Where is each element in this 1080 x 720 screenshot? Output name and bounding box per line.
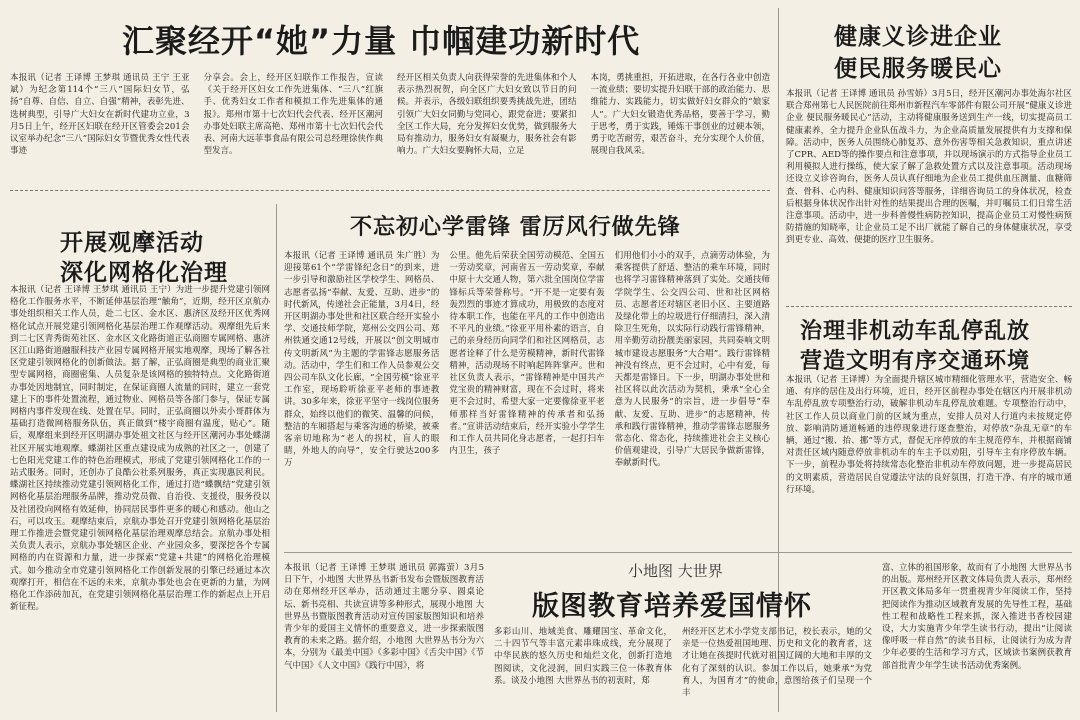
- article-women: [10, 8, 770, 190]
- body-grid: [10, 284, 270, 710]
- leifeng-col-2: 公里。他先后荣获全国劳动模范、全国五一劳动奖章，河南省五一劳动奖章，奉献中原十大交通人物，第六批全国岗位学雷锋标兵等荣誉称号。“开不是一定要有轰轰烈烈的事迹才算成功，用极致的态度对待本职工作，也能在平凡的工作中创造出不平凡的业绩。”徐亚平用朴素的语言，自己的亲身经历向同学们和社区网格员，志愿者诠释了什么是劳模精神，新时代雷锋精神，活动现场不时响起阵阵掌声。世和社区负责人表示，“雷锋精神是中国共产党宝贵的精神财富，现在不会过时，将来更不会过时，希望大家一定要像徐亚平老师那样当好雷锋精神的传承者和弘扬者。”宣讲活动结束后，经开实验小学学生和工作人员共同化身志愿者，一起打扫车内卫生，孩子: [449, 251, 605, 457]
- women-col-4: 本岗，勇挑重担，开拓进取，在各行各业中创造一流业绩；要切实提升妇联干部的政治能力、思维能力、实践能力，切实做好妇女群众的“娘家人”。广大妇女锻造优秀品格，要善于学习，勤于思考，勇于实践，锤炼干事创业的过硬本领，勇于吃苦耐劳，艰苦奋斗，充分实现个人价值，展现自我风采。: [590, 73, 770, 157]
- divider-map-top: [284, 552, 1072, 553]
- article-health: [786, 8, 1072, 304]
- headline-map: 版图教育培养爱国情怀: [532, 591, 812, 622]
- map-col-4: 富、立体的祖国形象，故而有了小地图 大世界丛书的出版。郑州经开区教文体局负责人表示，郑州经开区教文体局多年一贯重视青少年阅读工作，坚持把阅读作为推动区域教育发展的先导性工程，基础性工程和战略性工程来抓，深入推进书香校园建设，大力实施青少年学生读书行动，提出“让阅读像呼吸一样自然”的读书目标，让阅读行为成为青少年必要的生活和学习方式，区域读书案例获教育部首批青少年学生读书活动优秀案例。: [882, 563, 1072, 671]
- body-leifeng: [284, 250, 770, 546]
- divider-health-bottom: [786, 306, 1072, 307]
- article-map: [284, 556, 1072, 712]
- headline-women: 汇聚经开“她”力量 巾帼建功新时代: [122, 22, 641, 60]
- women-col-3: 经开区相关负责人向获得荣誉的先进集体和个人表示热烈祝贺，向全区广大妇女致以节日的问候。并表示，各级妇联组织要秀挑战先进，团结引领广大妇女同勤与党同心，跟党奋进；要紧扣全区工作大局，充分发挥妇女优势，做到服务大局有推动力，服务妇女有凝聚力，服务社会有影响力。广大妇女要胸怀大局，立足: [397, 73, 577, 157]
- article-grid: [10, 214, 270, 712]
- headline-traffic-line1: 治理非机动车乱停乱放: [800, 319, 1031, 344]
- headline-grid-line2: 深化网格化治理: [60, 260, 228, 286]
- leifeng-col-1: 本报讯（记者 王译博 通讯员 朱广胜）为迎接第61个“学雷锋纪念日”的到来，进一步引导和激励社区学校学生、网格员、志愿者弘扬“奉献、友爱、互助、进步”的时代新风，传递社会正能量，3月4日，经开区明湖办事处世和社区联合经开实验小学、交通技师学院，郑州公交四公司、郑州铁通交通12号线，开展以“创文明城市 传文明新风”为主题的学雷锋志愿服务活动。活动中，学生们和工作人员参观公交四公司车队文化长廊，“全国劳模”徐亚平工作室，现场聆听徐亚平老师的事迹教讲。30多年来，徐亚平坚守一线岗位服务群众，始终以他们的微笑、温馨的问候，整洁的车厢搭起与乘客沟通的桥梁，被乘客亲切地称为“老人的拐杖，盲人的眼睛，外地人的向导”，安全行驶达200多万: [284, 251, 440, 469]
- women-col-2: 分享会。会上，经开区妇联作工作报告，宣读《关于经开区妇女工作先进集体、“三八”红旗手、优秀妇女工作者和模拟工作先进集体的通报》。郑州市第十七次妇代会代表、经开区潮河办事处妇联主席高艳、郑州市第十七次妇代会代表、河南大远菲事食品有限公司总经理徐侠作典型发言。: [203, 73, 383, 157]
- divider-women-bottom: [10, 190, 770, 191]
- headline-traffic-line2: 营造文明有序交通环境: [800, 349, 1031, 374]
- map-col-2: 多彩山川、地域美食、雕耀国宝、革命文化，二十四节气等丰富元素串珠成线，充分展现了中华民族的悠久历史和灿烂文化，创新打造地图阅读，文化浸润，回归实践三位一体教育体系。谈及小地图 大世界丛书的初衷时，郑: [494, 627, 672, 686]
- headline-leifeng: 不忘初心学雷锋 雷厉风行做先锋: [350, 215, 681, 240]
- headline-health-line2: 便民服务暖民心: [834, 56, 1002, 82]
- body-traffic: [786, 374, 1072, 546]
- body-health: [786, 88, 1072, 302]
- kicker-map: 小地图 大世界: [628, 562, 723, 580]
- article-traffic: [786, 312, 1072, 548]
- map-col-1: 本报讯（记者 王译博 王梦琪 通讯员 郭露萤）3月5日下午，小地图 大世界丛书新书发布会暨版图教育活动在郑州经开区举办，活动通过主题分享、圆桌论坛、新书亮相、共读宣讲等多种形式，展现小地图 大世界丛书暨版图教育活动对宣传国家版图知识和培养青少年的爱国主义情怀的重要意义，进一步探索版图教育的未来之路。据介绍，小地图 大世界丛书分为六本，分别为《最美中国》《多彩中国》《舌尖中国》《节气中国》《人文中国》《践行中国》，将: [284, 563, 484, 671]
- map-col-3: 州经开区艺术小学党支部书记，校长表示，她的父亲是一位热爱祖国地理、历史和文化的教育者，这才让她在孩提时代就对祖国辽阔的大地和丰厚的文化有了深刻的认识。参加工作以后，她秉承“为党育人，为国育才”的使命，意图给孩子们呈现一个丰: [682, 627, 872, 699]
- body-women: [10, 72, 770, 182]
- leifeng-col-3: 们用他们小小的双手，点滴劳动体验，为乘客提供了舒适、整洁的乘车环境，同时也将学习雷锋精神落到了实处。交通技师学院学生、公交四公司、世和社区网格员、志愿者还对辖区老旧小区、主要道路及绿化带上的垃圾进行仔细清扫，深入清除卫生死角，以实际行动践行雷锋精神，用辛勤劳动扮靓美丽家园，共同奏响文明城市建设志愿服务“大合唱”。践行雷锋精神没有终点，更不会过时，心中有爱，每天都是雷锋日。下一步，明湖办事处世和社区将以此次活动为契机，秉承“全心全意为人民服务”的宗旨，进一步倡导“奉献、友爱、互助、进步”的志愿精神，传承和践行雷锋精神，推动学雷锋志愿服务常态化、常态化，持续推进社会主义核心价值观建设，引导广大居民争做新雷锋，奉献新时代。: [614, 251, 770, 469]
- traffic-col-1: 本报讯（记者 王译博）为全面提升辖区城市精细化管理水平，营造安全、畅通、有序的居住及出行环境，近日，经开区前程办事处在辖区内开展非机动车乱停乱放专项整治行动，破解非机动车乱停乱放难题。专项整治行动中，社区工作人员以商业门前的区域为重点，安排人员对人行道内未按规定停放、影响消防通道畅通的违停现象进行逐查整治，对停放“杂乱无章”的车辆，通过“搬、抬、挪”等方式，督促无序停放的车主规范停车，并根据商铺对责任区域内随意停放非机动车的车主予以劝阻，引导车主有序停放车辆。下一步，前程办事处将持续常态化整治非机动车停放问题，进一步提高居民的文明素质，营造居民自觉遵法守法的良好氛围，打造干净、有序的城市通行环境。: [786, 375, 1072, 495]
- women-col-1: 本报讯（记者 王译博 王梦琪 通讯员 王宁 王亚斌）为纪念第114个“三八”国际妇女节，弘扬“自尊、自信、自立、自强”精神，表彰先进、选树典型，引导广大妇女在新时代建功立业，3月5日上午，经开区妇联在经开区管委会201会议室举办纪念“三八”国际妇女节暨优秀女性代表事迹: [10, 73, 190, 157]
- article-leifeng: [284, 204, 770, 550]
- divider-grid-right: [276, 204, 277, 712]
- headline-grid-line1: 开展观摩活动: [60, 230, 204, 256]
- headline-health-line1: 健康义诊进企业: [834, 24, 1002, 50]
- health-col-1: 本报讯（记者 王译博 通讯员 孙雪娇）3月5日，经开区潮河办事处海尔社区联合郑州第七人民医院前往郑州市新程汽车零部件有限公司开展“健康义诊进企业 便民服务暖民心”活动，主动将健康服务送到生产一线，切实提高员工健康素养，全力提升企业队伍战斗力，为企业高质量发展提供有力支撑和保障。活动中，医务人员围绕心肺复苏、意外伤害等相关急救知识，重点讲述了CPR、AED等的操作要点和注意事项，并以现场演示的方式指导企业员工利用模拟人进行操练，使大家了解了急救处置方式以及注意事项。活动现场还设立义诊咨询台，医务人员认真仔细地为企业员工提供血压测量、血糖筛查、骨科、心内科、健康知识问答等服务，详细咨询员工的身体状况，检查后根据身体状况作出针对性的结果提出合理的医嘱，并叮嘱员工们日常生活注意事项。活动中，进一步科普慢性病防控知识，提高企业员工对慢性病预防措施的知晓率，让企业员工足不出厂就能了解自己的身体健康状况，享受到更专业、高效、便捷的医疗卫生服务。: [786, 89, 1072, 246]
- grid-col-1: 本报讯（记者 王译博 王梦琪 通讯员 王宁）为进一步提升党建引领网格化工作服务水平，不断延伸基层治理“触角”，近期，经开区京航办事处组织相关工作人员，赴二七区、金水区、惠济区及经开区优秀网格化试点开展党建引领网格化基层治理工作观摩活动。观摩组先后来到二七区青秀街苑社区、金水区文化路街道正弘商圈专属网格、惠济区江山路街道融服科技产业园专属网格开展实地观摩，现场了解各社区党建引领网格化的创新做法。据了解，正弘商圈是典型的商业汇聚型专属网格，商圈密集、人员复杂是该网格的独特特点。文化路街道办事处因地制宜，同时制定，在保证商圈人流量的同时，建立一套党建上下的事件处置流程，通过物业、网格员等各部门参与，保证专属网格内事件发现在线、处置在早。同时，正弘商圈以外卖小哥群体为基础打造微网格服务队伍，真正做到“楼宇商圈有温度，贴心”。随后，观摩组来到经开区明湖办事处祖文社区与经开区潮河办事处蝶湖社区开展实地观摩。蝶湖社区重点建设成为成熟的社区之一，创建了七色阳光党建工作的特色治理模式，形成了党建引领网格化工作的一站式服务。同时，还创办了良酷公社系列服务，真正实现惠民利民。蝶湖社区持续推动党建引领网格化工作，通过打造“蝶飘结”党建引领网格化基层治理服务品牌，推动党员微、自治役、支援役，服务役以及社团役向网格有效延伸，协同居民事件更多的暖心和感动。他山之石，可以攻玉。观摩结束后，京航办事处召开党建引领网格化基层治理工作推进会暨党建引领网格化基层治理观摩总结会。京航办事处相关负责人表示，京航办事处辖区企业、产业园众多，要深挖各个专属网格的内在资源和力量，进一步探索“党建+共建”的网格化治理模式。如今推动全市党建引领网格化工作创新发展的引擎已经通过本次观摩打开，相信在不远的未来，京航办事处也会在更新的力量，为网格化工作添砖加瓦，在党建引领网格化基层治理工作的新起点上开启新征程。: [10, 285, 270, 613]
